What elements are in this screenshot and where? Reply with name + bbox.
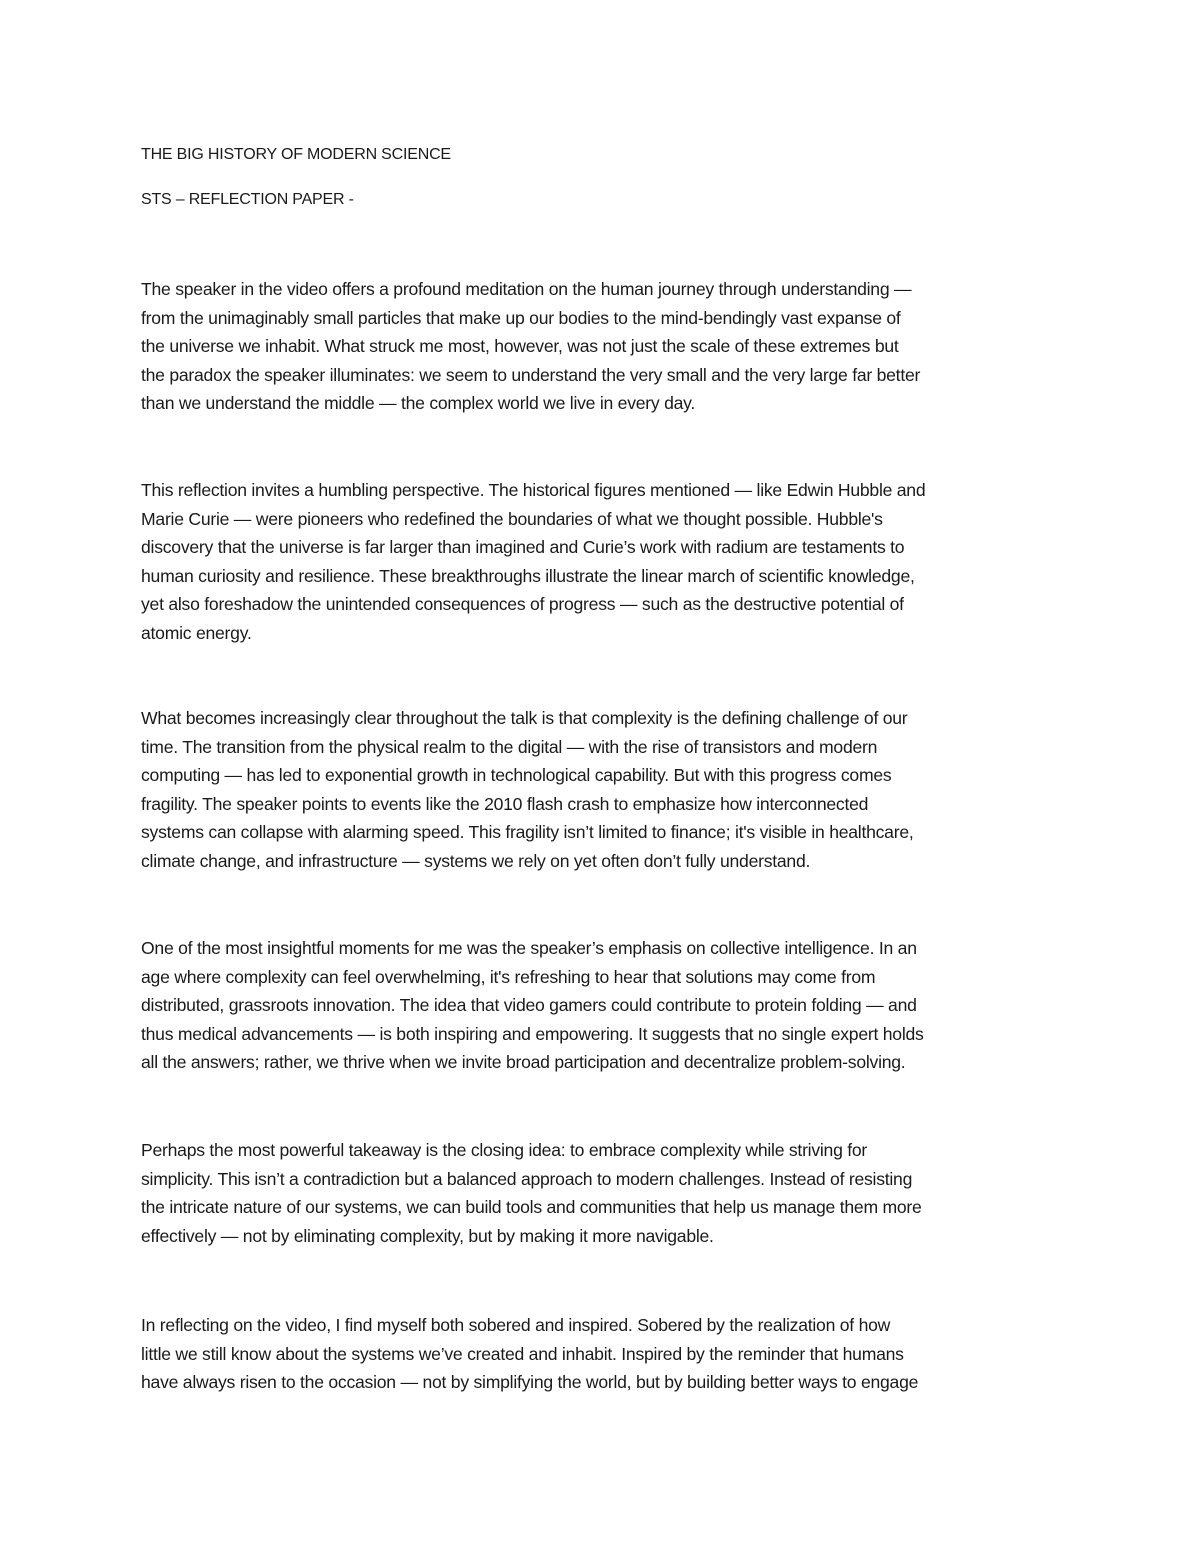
paragraph-line: The speaker in the video offers a profound meditation on the human journey through understanding — bbox=[141, 279, 912, 299]
paragraph-line: age where complexity can feel overwhelming, it's refreshing to hear that solutions may come from bbox=[141, 966, 876, 987]
paragraph-line: This reflection invites a humbling perspective. The historical figures mentioned — like Edwin Hubble and bbox=[141, 480, 926, 500]
paragraph-line: little we still know about the systems we’ve created and inhabit. Inspired by the reminder that humans bbox=[141, 1343, 904, 1364]
paragraph-2 bbox=[141, 476, 925, 648]
paragraph-line: the paradox the speaker illuminates: we seem to understand the very small and the very large far better bbox=[141, 364, 921, 385]
paragraph-line: systems can collapse with alarming speed. This fragility isn’t limited to finance; it's visible in healthcare, bbox=[141, 822, 914, 843]
paragraph-line: discovery that the universe is far larger than imagined and Curie’s work with radium are testaments to bbox=[141, 537, 905, 558]
paragraph-line: the intricate nature of our systems, we can build tools and communities that help us manage them more bbox=[141, 1197, 922, 1218]
paragraph-line: effectively — not by eliminating complexity, but by making it more navigable. bbox=[141, 1225, 714, 1246]
paragraph-line: the universe we inhabit. What struck me most, however, was not just the scale of these extremes but bbox=[141, 336, 899, 357]
paragraph-line: climate change, and infrastructure — systems we rely on yet often don’t fully understand. bbox=[141, 850, 811, 871]
paragraph-line: human curiosity and resilience. These breakthroughs illustrate the linear march of scientific knowledge, bbox=[141, 565, 915, 586]
paragraph-4 bbox=[141, 934, 924, 1077]
paragraph-line: simplicity. This isn’t a contradiction but a balanced approach to modern challenges. Instead of resisting bbox=[141, 1168, 913, 1189]
paragraph-line: Perhaps the most powerful takeaway is the closing idea: to embrace complexity while striving for bbox=[141, 1140, 868, 1160]
paragraph-line: have always risen to the occasion — not by simplifying the world, but by building better ways to engage bbox=[141, 1372, 919, 1393]
paragraph-6 bbox=[141, 1311, 918, 1397]
document-content bbox=[141, 141, 1071, 1393]
paragraph-line: from the unimaginably small particles that make up our bodies to the mind-bendingly vast expanse of bbox=[141, 307, 901, 328]
paragraph-line: than we understand the middle — the complex world we live in every day. bbox=[141, 393, 696, 414]
paragraph-3 bbox=[141, 704, 914, 876]
paragraph-5 bbox=[141, 1136, 922, 1250]
paragraph-line: all the answers; rather, we thrive when we invite broad participation and decentralize problem-solving. bbox=[141, 1052, 906, 1073]
paragraph-line: computing — has led to exponential growth in technological capability. But with this progress comes bbox=[141, 765, 892, 786]
paragraph-line: fragility. The speaker points to events like the 2010 flash crash to emphasize how interconnected bbox=[141, 793, 869, 814]
paragraph-line: What becomes increasingly clear throughout the talk is that complexity is the defining challenge of our bbox=[141, 708, 908, 728]
paragraph-line: One of the most insightful moments for me was the speaker’s emphasis on collective intelligence. In an bbox=[141, 938, 917, 958]
paragraph-line: Marie Curie — were pioneers who redefined the boundaries of what we thought possible. Hubble's bbox=[141, 508, 883, 529]
document-subtitle: STS – REFLECTION PAPER - bbox=[141, 191, 354, 208]
paragraph-line: In reflecting on the video, I find myself both sobered and inspired. Sobered by the realization of how bbox=[141, 1315, 891, 1335]
document-title: THE BIG HISTORY OF MODERN SCIENCE bbox=[141, 146, 451, 163]
paragraph-line: distributed, grassroots innovation. The idea that video gamers could contribute to protein folding — and bbox=[141, 995, 917, 1016]
paragraph-line: time. The transition from the physical realm to the digital — with the rise of transistors and modern bbox=[141, 736, 878, 757]
paragraph-line: atomic energy. bbox=[141, 622, 252, 643]
paragraph-1 bbox=[141, 275, 920, 418]
paragraph-line: yet also foreshadow the unintended consequences of progress — such as the destructive potential of bbox=[141, 594, 904, 615]
paragraph-line: thus medical advancements — is both inspiring and empowering. It suggests that no single expert holds bbox=[141, 1023, 924, 1044]
